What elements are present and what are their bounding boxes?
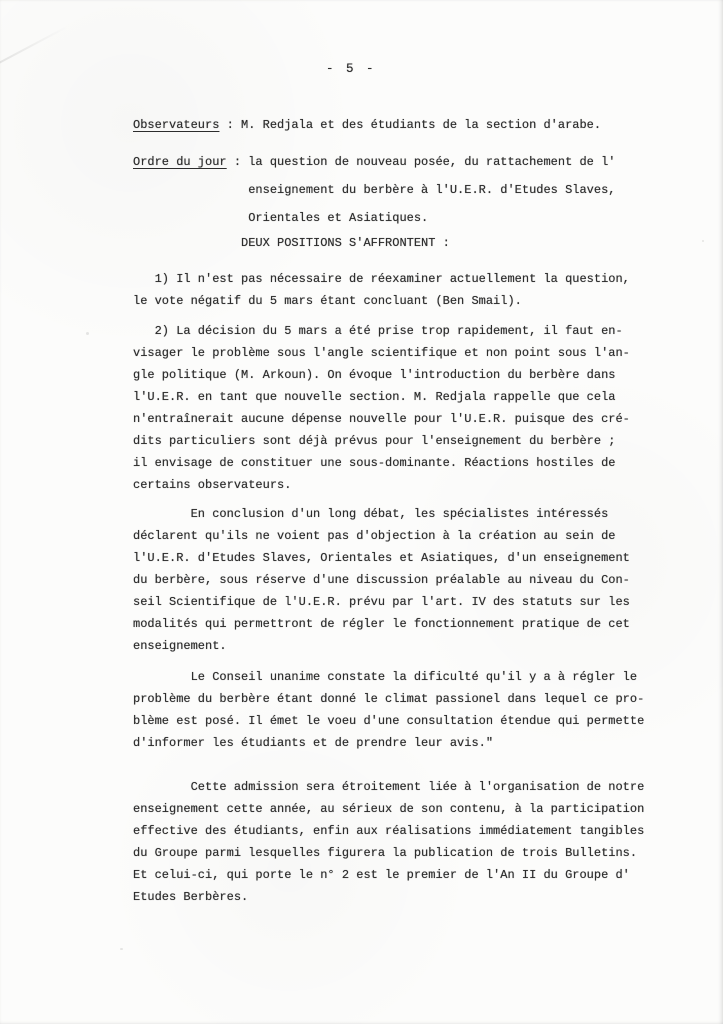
- text-line: problème du berbère étant donné le climat passionel dans lequel ce pro-: [133, 692, 645, 706]
- entry-term-ordre: Ordre du jour: [133, 155, 227, 169]
- text-line: Le Conseil unanime constate la dificulté qu'il y a à régler le: [133, 670, 638, 684]
- section-heading: DEUX POSITIONS S'AFFRONTENT :: [133, 236, 450, 250]
- text-line: enseignement du berbère à l'U.E.R. d'Etudes Slaves,: [133, 183, 616, 197]
- paragraph-2: [133, 320, 693, 496]
- paragraph-1: [133, 268, 693, 312]
- text-line: l'U.E.R. d'Etudes Slaves, Orientales et Asiatiques, d'un enseignement: [133, 551, 630, 565]
- text-line: certains observateurs.: [133, 478, 292, 492]
- text-line: Et celui-ci, qui porte le n° 2 est le premier de l'An II du Groupe d': [133, 868, 630, 882]
- text-line: dits particuliers sont déjà prévus pour l'enseignement du berbère ;: [133, 434, 616, 448]
- entry-term-observateurs: Observateurs: [133, 118, 220, 132]
- text-line: blème est posé. Il émet le voeu d'une consultation étendue qui permette: [133, 714, 645, 728]
- text-line: visager le problème sous l'angle scientifique et non point sous l'an-: [133, 346, 630, 360]
- paragraph-4: [133, 666, 693, 754]
- text-line: le vote négatif du 5 mars étant concluant (Ben Smail).: [133, 294, 522, 308]
- scan-speck: [702, 240, 704, 242]
- text-line: n'entraînerait aucune dépense nouvelle pour l'U.E.R. puisque des cré-: [133, 412, 630, 426]
- text-line: Etudes Berbères.: [133, 890, 249, 904]
- text-line: 1) Il n'est pas nécessaire de réexaminer actuellement la question,: [133, 272, 630, 286]
- page-number: - 5 -: [326, 62, 377, 76]
- section-heading-block: [133, 232, 693, 254]
- text-line: l'U.E.R. en tant que nouvelle section. M. Redjala rappelle que cela: [133, 390, 616, 404]
- text-line: d'informer les étudiants et de prendre leur avis.": [133, 736, 494, 750]
- entry-line-ordre: [133, 148, 693, 176]
- text-line: 2) La décision du 5 mars a été prise trop rapidement, il faut en-: [133, 324, 623, 338]
- paragraph-5: [133, 776, 693, 908]
- text-line: En conclusion d'un long débat, les spécialistes intéressés: [133, 507, 609, 521]
- scan-crease-artifact: [0, 26, 67, 68]
- entry-block-ordre-du-jour: [133, 148, 693, 232]
- text-line: enseignement cette année, au sérieux de son contenu, à la participation: [133, 802, 645, 816]
- text-line: Orientales et Asiatiques.: [133, 211, 429, 225]
- text-line: effective des étudiants, enfin aux réalisations immédiatement tangibles: [133, 824, 645, 838]
- entry-text-observateurs: : M. Redjala et des étudiants de la section d'arabe.: [219, 118, 602, 132]
- scan-speck: [120, 948, 123, 950]
- document-body: [133, 114, 693, 908]
- text-line: modalités qui permettront de régler le fonctionnement pratique de cet: [133, 617, 630, 631]
- entry-text-ordre: : la question de nouveau posée, du rattachement de l': [226, 155, 616, 169]
- scan-speck: [86, 332, 89, 335]
- text-line: du berbère, sous réserve d'une discussion préalable au niveau du Con-: [133, 573, 630, 587]
- entry-line-observateurs: [133, 114, 693, 136]
- text-line: Cette admission sera étroitement liée à l'organisation de notre: [133, 780, 645, 794]
- text-line: du Groupe parmi lesquelles figurera la publication de trois Bulletins.: [133, 846, 638, 860]
- text-line: enseignement.: [133, 639, 227, 653]
- text-line: gle politique (M. Arkoun). On évoque l'introduction du berbère dans: [133, 368, 616, 382]
- text-line: déclarent qu'ils ne voient pas d'objection à la création au sein de: [133, 529, 616, 543]
- text-line: il envisage de constituer une sous-dominante. Réactions hostiles de: [133, 456, 616, 470]
- paragraph-3: [133, 503, 693, 657]
- text-line: seil Scientifique de l'U.E.R. prévu par l'art. IV des statuts sur les: [133, 595, 630, 609]
